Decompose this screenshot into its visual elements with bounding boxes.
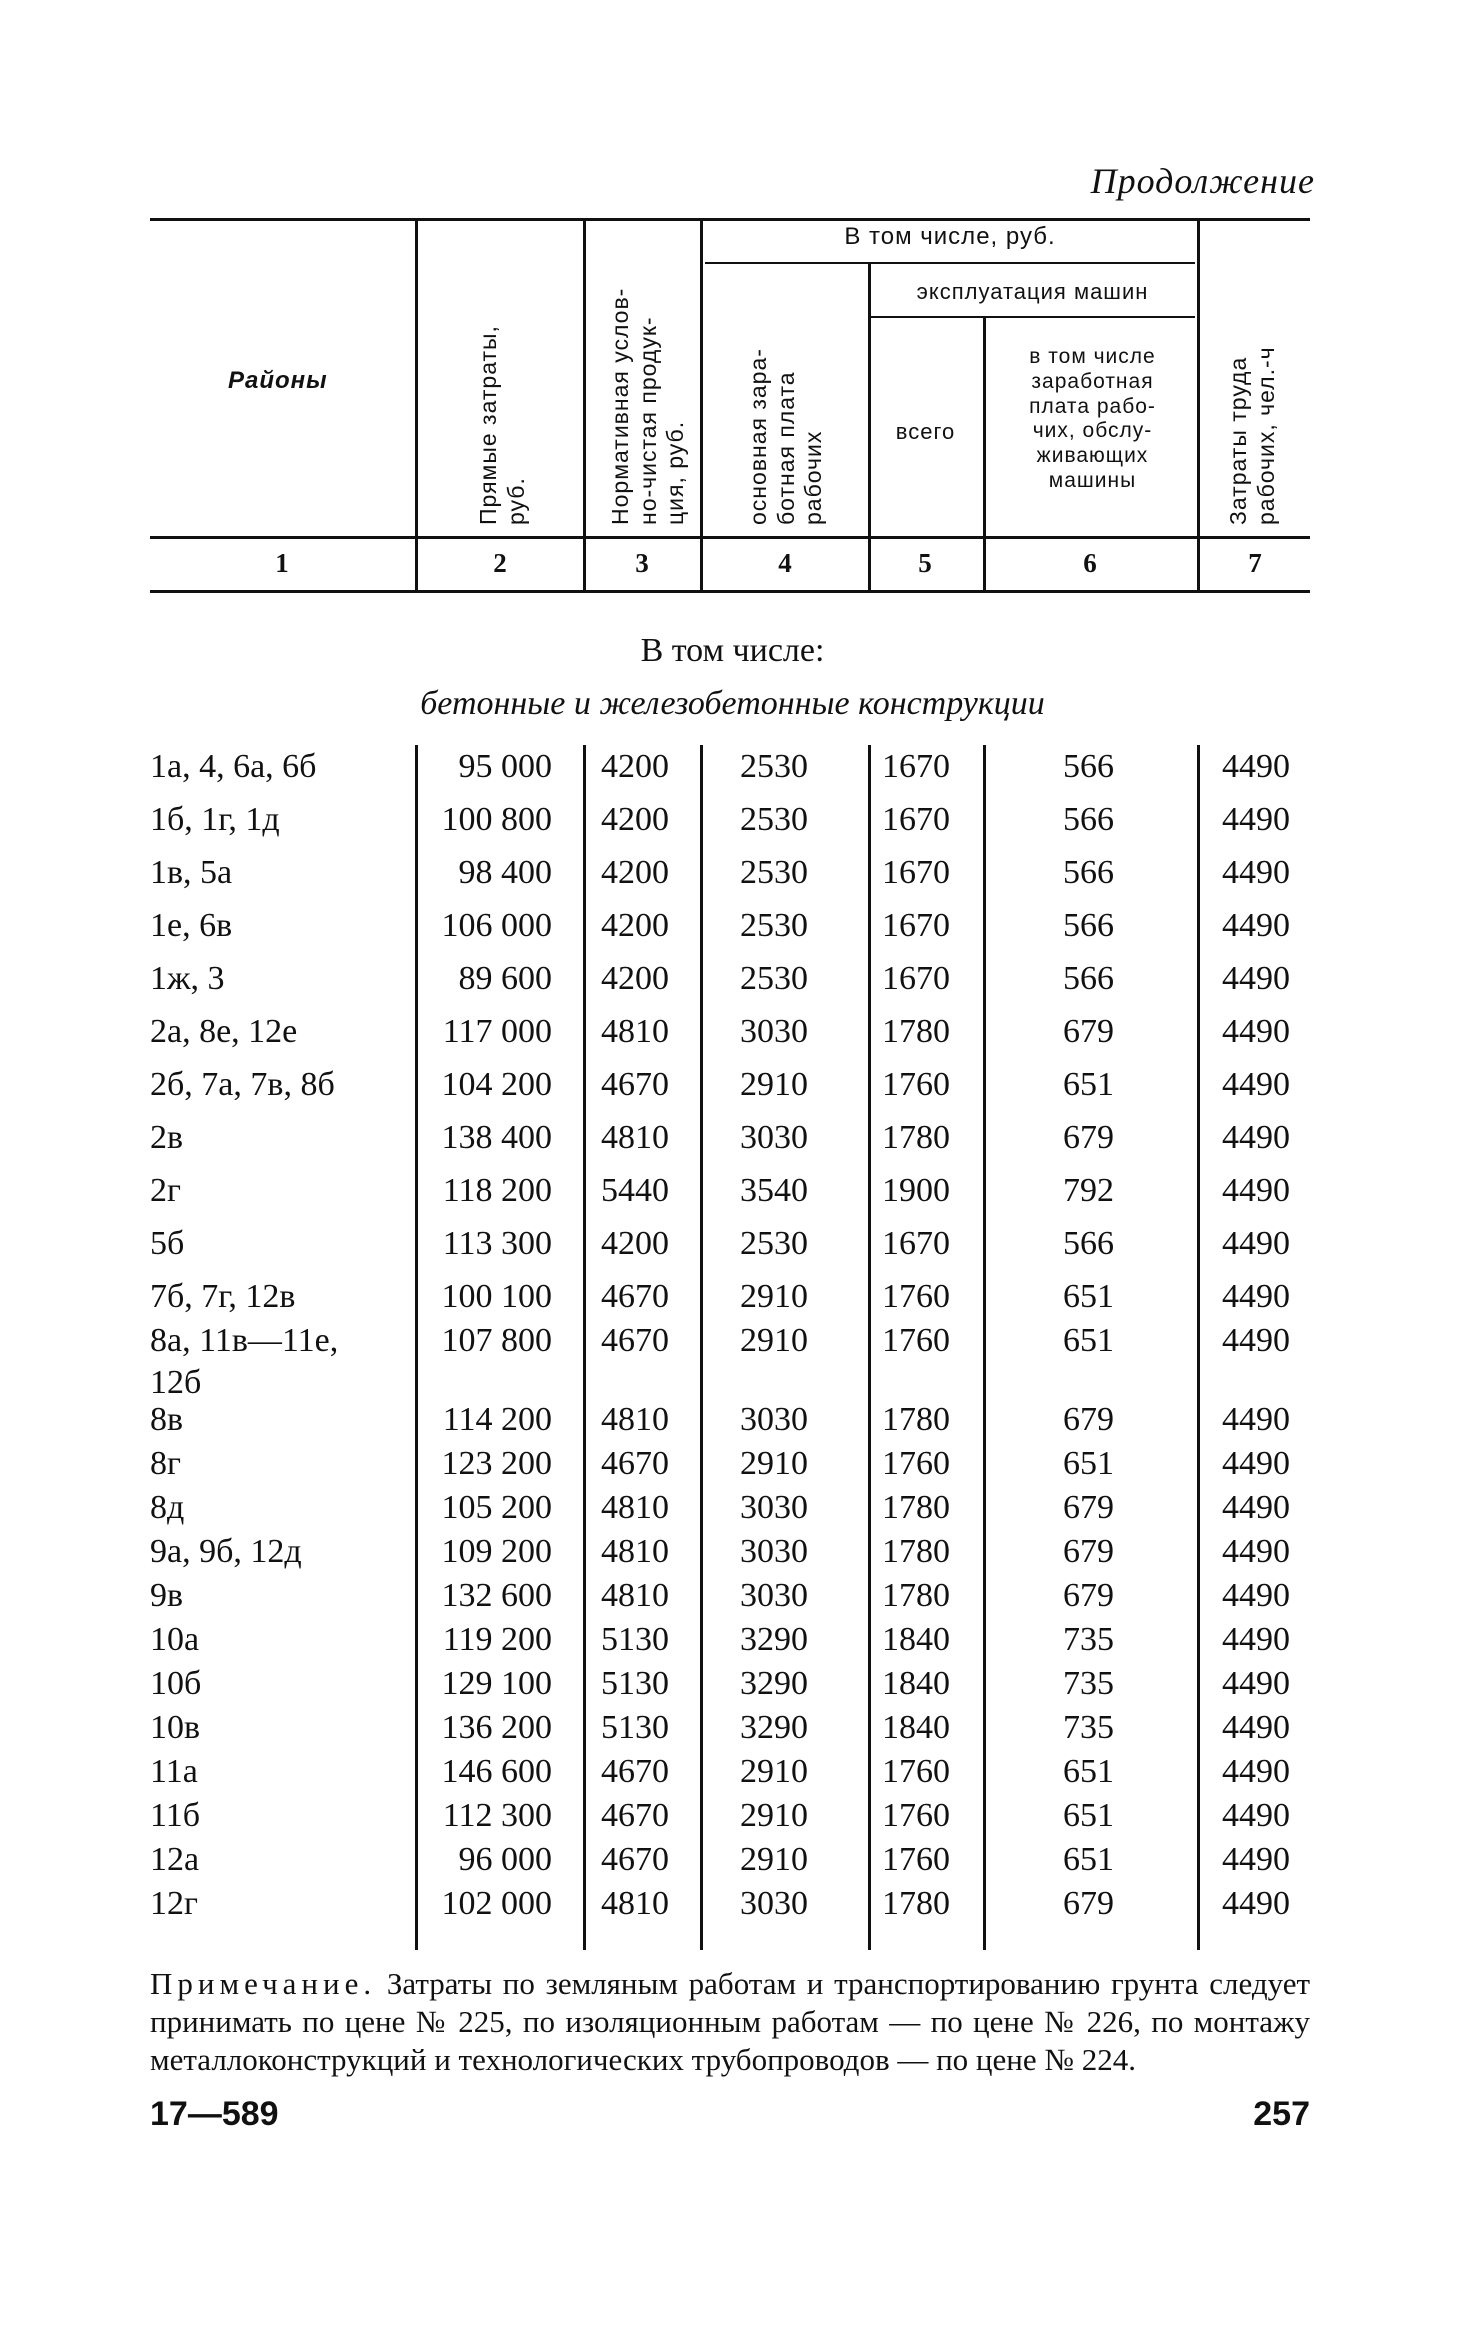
- cell-region: 1е, 6в: [150, 907, 233, 944]
- cell-direct: 138 400: [441, 1119, 552, 1156]
- cell-mwages: 679: [1063, 1013, 1114, 1050]
- footnote: [150, 1965, 1310, 2078]
- cell-wages: 2530: [740, 907, 808, 944]
- cell-mwages: 566: [1063, 960, 1114, 997]
- cell-labor: 4490: [1222, 1753, 1290, 1790]
- cell-direct: 95 000: [458, 748, 552, 785]
- cell-direct: 146 600: [441, 1753, 552, 1790]
- group-including-rule: [705, 262, 1195, 264]
- cell-direct: 129 100: [441, 1665, 552, 1702]
- cell-wages: 2530: [740, 960, 808, 997]
- cell-normative: 5130: [601, 1709, 669, 1746]
- cell-labor: 4490: [1222, 1885, 1290, 1922]
- cell-normative: 4200: [601, 854, 669, 891]
- cell-region: 12а: [150, 1841, 200, 1878]
- header-top-rule: [150, 218, 1310, 221]
- cell-mwages: 679: [1063, 1885, 1114, 1922]
- cell-wages: 2910: [740, 1445, 808, 1482]
- cell-total: 1670: [882, 907, 950, 944]
- cell-normative: 4670: [601, 1797, 669, 1834]
- cell-mwages: 651: [1063, 1841, 1114, 1878]
- cell-direct: 123 200: [441, 1445, 552, 1482]
- table-row: [0, 1709, 1465, 1753]
- table-row: [0, 1841, 1465, 1885]
- column-header-labor: Затраты труда рабочих, чел.-ч: [1225, 346, 1279, 525]
- cell-labor: 4490: [1222, 1841, 1290, 1878]
- cell-wages: 3030: [740, 1119, 808, 1156]
- table-row: [0, 1119, 1465, 1163]
- header-divider: [415, 218, 418, 590]
- cell-wages: 3540: [740, 1172, 808, 1209]
- cell-wages: 2530: [740, 1225, 808, 1262]
- cell-total: 1780: [882, 1533, 950, 1570]
- cell-region: 2б, 7а, 7в, 8б: [150, 1066, 335, 1103]
- cell-region: 10в: [150, 1709, 201, 1746]
- cell-labor: 4490: [1222, 1665, 1290, 1702]
- header-bottom-rule: [150, 536, 1310, 539]
- cell-total: 1840: [882, 1621, 950, 1658]
- cell-normative: 4200: [601, 748, 669, 785]
- cell-direct: 109 200: [441, 1533, 552, 1570]
- cell-labor: 4490: [1222, 1225, 1290, 1262]
- table-row: [0, 1577, 1465, 1621]
- cell-mwages: 679: [1063, 1533, 1114, 1570]
- cell-labor: 4490: [1222, 960, 1290, 997]
- footnote-label: Примечание.: [150, 1966, 377, 2001]
- cell-normative: 4810: [601, 1013, 669, 1050]
- cell-labor: 4490: [1222, 1797, 1290, 1834]
- cell-region: 12г: [150, 1885, 198, 1922]
- cell-direct: 113 300: [442, 1225, 552, 1262]
- cell-labor: 4490: [1222, 1401, 1290, 1438]
- table-row: [0, 960, 1465, 1004]
- cell-wages: 3290: [740, 1665, 808, 1702]
- table-row: [0, 854, 1465, 898]
- table-row: [0, 1489, 1465, 1533]
- column-numbers-rule: [150, 590, 1310, 593]
- cell-labor: 4490: [1222, 1172, 1290, 1209]
- cell-wages: 2910: [740, 1278, 808, 1315]
- group-header-including: В том числе, руб.: [844, 223, 1056, 250]
- section-title: В том числе:: [640, 632, 825, 669]
- cell-normative: 4670: [601, 1841, 669, 1878]
- cell-wages: 3030: [740, 1489, 808, 1526]
- column-number: 6: [1083, 548, 1097, 578]
- cell-region: 2а, 8е, 12е: [150, 1013, 298, 1050]
- cell-normative: 4810: [601, 1577, 669, 1614]
- cell-wages: 3030: [740, 1401, 808, 1438]
- cell-labor: 4490: [1222, 1709, 1290, 1746]
- cell-mwages: 735: [1063, 1709, 1114, 1746]
- cell-region: 10а: [150, 1621, 200, 1658]
- table-row: [0, 748, 1465, 792]
- cell-labor: 4490: [1222, 801, 1290, 838]
- cell-total: 1670: [882, 960, 950, 997]
- cell-mwages: 792: [1063, 1172, 1114, 1209]
- group-machines-rule: [870, 316, 1195, 318]
- cell-total: 1780: [882, 1401, 950, 1438]
- cell-region: 9а, 9б, 12д: [150, 1533, 302, 1570]
- cell-mwages: 651: [1063, 1753, 1114, 1790]
- cell-total: 1760: [882, 1278, 950, 1315]
- cell-total: 1760: [882, 1797, 950, 1834]
- cell-mwages: 679: [1063, 1577, 1114, 1614]
- table-row: [0, 907, 1465, 951]
- cell-region: 1ж, 3: [150, 960, 225, 997]
- table-row: [0, 1401, 1465, 1445]
- cell-wages: 3030: [740, 1533, 808, 1570]
- cell-labor: 4490: [1222, 1489, 1290, 1526]
- header-divider: [1197, 218, 1200, 590]
- footnote-text: Затраты по земляным работам и транспортированию грунта следует принимать по цене № 225, по изоляционным работам — по цене № 226, по монтажу металлоконструкций и технологических трубопроводов — по цене № 224.: [150, 1966, 1310, 2077]
- cell-mwages: 735: [1063, 1621, 1114, 1658]
- column-number: 1: [275, 548, 289, 578]
- cell-direct: 114 200: [442, 1401, 552, 1438]
- table-row: [0, 1797, 1465, 1841]
- cell-labor: 4490: [1222, 1066, 1290, 1103]
- cell-wages: 3030: [740, 1013, 808, 1050]
- column-number: 5: [918, 548, 932, 578]
- cell-region: 8а, 11в—11е,: [150, 1322, 339, 1359]
- cell-region: 8г: [150, 1445, 181, 1482]
- cell-region: 11а: [150, 1753, 198, 1790]
- cell-total: 1670: [882, 1225, 950, 1262]
- cell-total: 1840: [882, 1665, 950, 1702]
- cell-labor: 4490: [1222, 854, 1290, 891]
- cell-normative: 4670: [601, 1445, 669, 1482]
- cell-direct: 104 200: [441, 1066, 552, 1103]
- cell-total: 1780: [882, 1489, 950, 1526]
- column-number: 7: [1248, 548, 1262, 578]
- cell-normative: 4670: [601, 1753, 669, 1790]
- cell-wages: 2910: [740, 1066, 808, 1103]
- table-row: [0, 1225, 1465, 1269]
- table-row: [0, 1885, 1465, 1929]
- cell-direct: 132 600: [441, 1577, 552, 1614]
- cell-labor: 4490: [1222, 1621, 1290, 1658]
- cell-direct: 112 300: [442, 1797, 552, 1834]
- cell-normative: 4200: [601, 1225, 669, 1262]
- cell-total: 1760: [882, 1841, 950, 1878]
- cell-wages: 2910: [740, 1753, 808, 1790]
- column-number: 2: [493, 548, 507, 578]
- column-header-regions: Районы: [228, 367, 328, 394]
- cell-labor: 4490: [1222, 907, 1290, 944]
- header-divider: [700, 218, 703, 590]
- cell-region: 1б, 1г, 1д: [150, 801, 280, 838]
- cell-total: 1670: [882, 801, 950, 838]
- table-row: [0, 1322, 1465, 1401]
- cell-labor: 4490: [1222, 1577, 1290, 1614]
- column-header-machine-wages: в том числе заработная плата рабо- чих, обслу- живающих машины: [1029, 345, 1156, 492]
- cell-direct: 102 000: [441, 1885, 552, 1922]
- cell-total: 1780: [882, 1885, 950, 1922]
- cell-total: 1780: [882, 1119, 950, 1156]
- header-divider: [983, 318, 986, 590]
- cell-direct: 107 800: [441, 1322, 552, 1359]
- cell-wages: 3030: [740, 1577, 808, 1614]
- cell-mwages: 566: [1063, 907, 1114, 944]
- continuation-label: Продолжение: [1090, 161, 1315, 201]
- section-subtitle: бетонные и железобетонные конструкции: [420, 685, 1045, 722]
- cell-normative: 5440: [601, 1172, 669, 1209]
- cell-direct: 96 000: [458, 1841, 552, 1878]
- cell-wages: 3290: [740, 1709, 808, 1746]
- group-header-machines: эксплуатация машин: [916, 279, 1149, 304]
- cell-total: 1840: [882, 1709, 950, 1746]
- cell-wages: 2910: [740, 1797, 808, 1834]
- cell-mwages: 679: [1063, 1119, 1114, 1156]
- cell-total: 1670: [882, 854, 950, 891]
- cell-wages: 2530: [740, 748, 808, 785]
- cell-direct: 89 600: [458, 960, 552, 997]
- cell-direct: 100 100: [441, 1278, 552, 1315]
- page-number: 257: [1253, 2095, 1310, 2133]
- cell-mwages: 566: [1063, 854, 1114, 891]
- cell-total: 1780: [882, 1013, 950, 1050]
- cell-mwages: 566: [1063, 748, 1114, 785]
- cell-direct: 119 200: [442, 1621, 552, 1658]
- cell-normative: 4670: [601, 1278, 669, 1315]
- cell-mwages: 651: [1063, 1445, 1114, 1482]
- table-row: [0, 801, 1465, 845]
- cell-region: 2в: [150, 1119, 184, 1156]
- cell-wages: 3030: [740, 1885, 808, 1922]
- cell-mwages: 679: [1063, 1401, 1114, 1438]
- cell-wages: 2910: [740, 1841, 808, 1878]
- cell-normative: 4670: [601, 1322, 669, 1359]
- cell-direct: 118 200: [442, 1172, 552, 1209]
- cell-normative: 4810: [601, 1885, 669, 1922]
- cell-labor: 4490: [1222, 1119, 1290, 1156]
- cell-normative: 4810: [601, 1119, 669, 1156]
- cell-normative: 4200: [601, 960, 669, 997]
- cell-mwages: 735: [1063, 1665, 1114, 1702]
- cell-normative: 5130: [601, 1621, 669, 1658]
- cell-region-continued: 12б: [150, 1364, 202, 1401]
- cell-mwages: 566: [1063, 1225, 1114, 1262]
- cell-region: 1в, 5а: [150, 854, 233, 891]
- cell-mwages: 651: [1063, 1278, 1114, 1315]
- table-row: [0, 1445, 1465, 1489]
- cell-region: 11б: [150, 1797, 201, 1834]
- cell-labor: 4490: [1222, 1322, 1290, 1359]
- table-row: [0, 1665, 1465, 1709]
- cell-direct: 98 400: [458, 854, 552, 891]
- cell-mwages: 566: [1063, 801, 1114, 838]
- cell-region: 2г: [150, 1172, 181, 1209]
- cell-normative: 4670: [601, 1066, 669, 1103]
- cell-direct: 105 200: [441, 1489, 552, 1526]
- cell-region: 5б: [150, 1225, 185, 1262]
- table-row: [0, 1066, 1465, 1110]
- table-row: [0, 1621, 1465, 1665]
- cell-mwages: 651: [1063, 1322, 1114, 1359]
- cell-wages: 3290: [740, 1621, 808, 1658]
- cell-labor: 4490: [1222, 1533, 1290, 1570]
- column-number: 3: [635, 548, 649, 578]
- cell-normative: 4200: [601, 907, 669, 944]
- cell-total: 1900: [882, 1172, 950, 1209]
- cell-normative: 4810: [601, 1401, 669, 1438]
- cell-labor: 4490: [1222, 1445, 1290, 1482]
- cell-total: 1760: [882, 1753, 950, 1790]
- cell-labor: 4490: [1222, 748, 1290, 785]
- cell-direct: 106 000: [441, 907, 552, 944]
- cell-direct: 136 200: [441, 1709, 552, 1746]
- cell-labor: 4490: [1222, 1013, 1290, 1050]
- cell-normative: 4810: [601, 1533, 669, 1570]
- cell-mwages: 679: [1063, 1489, 1114, 1526]
- table-row: [0, 1753, 1465, 1797]
- column-header-normative-output: Нормативная услов- но-чистая продук- ция, руб.: [607, 287, 689, 525]
- cell-normative: 4200: [601, 801, 669, 838]
- cell-region: 8в: [150, 1401, 184, 1438]
- cell-wages: 2530: [740, 854, 808, 891]
- cell-labor: 4490: [1222, 1278, 1290, 1315]
- column-header-direct-costs: Прямые затраты, руб.: [475, 325, 529, 525]
- cell-mwages: 651: [1063, 1066, 1114, 1103]
- cell-wages: 2910: [740, 1322, 808, 1359]
- cell-direct: 100 800: [441, 801, 552, 838]
- cell-total: 1670: [882, 748, 950, 785]
- cell-total: 1760: [882, 1066, 950, 1103]
- cell-wages: 2530: [740, 801, 808, 838]
- cell-normative: 5130: [601, 1665, 669, 1702]
- cell-region: 7б, 7г, 12в: [150, 1278, 296, 1315]
- column-header-worker-wages: основная зара- ботная плата рабочих: [745, 348, 827, 525]
- table-row: [0, 1172, 1465, 1216]
- cell-region: 10б: [150, 1665, 202, 1702]
- cell-region: 8д: [150, 1489, 185, 1526]
- cell-total: 1760: [882, 1445, 950, 1482]
- table-row: [0, 1533, 1465, 1577]
- cell-region: 9в: [150, 1577, 184, 1614]
- cell-total: 1780: [882, 1577, 950, 1614]
- cell-region: 1а, 4, 6а, 6б: [150, 748, 317, 785]
- cell-total: 1760: [882, 1322, 950, 1359]
- cell-direct: 117 000: [442, 1013, 552, 1050]
- table-row: [0, 1278, 1465, 1322]
- footer-code: 17—589: [150, 2095, 279, 2133]
- cell-normative: 4810: [601, 1489, 669, 1526]
- header-divider: [583, 218, 586, 590]
- cell-mwages: 651: [1063, 1797, 1114, 1834]
- column-number: 4: [778, 548, 792, 578]
- table-row: [0, 1013, 1465, 1057]
- column-header-total: всего: [895, 419, 956, 444]
